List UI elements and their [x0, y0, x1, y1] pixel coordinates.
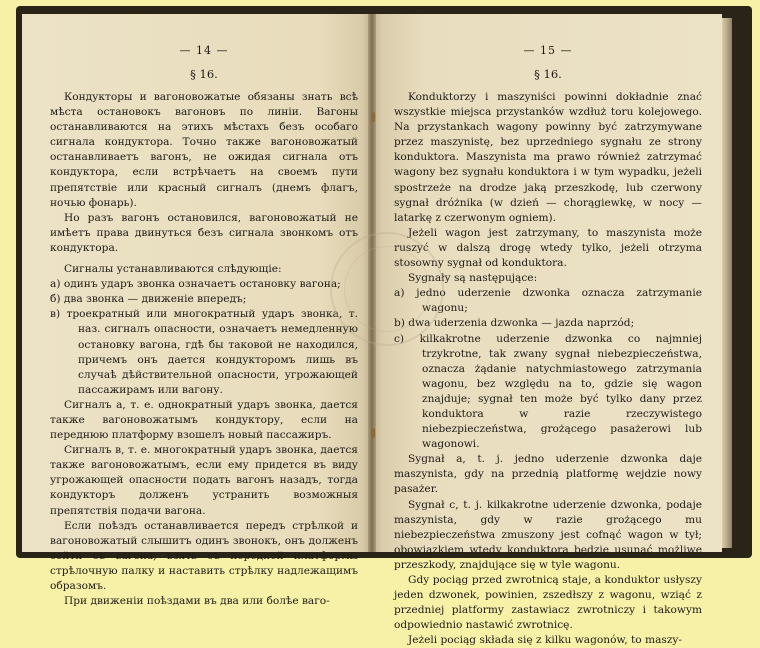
- paragraph: Сигналъ в, т. е. многократный ударъ звонка, дается также вагоновожатымъ, если ему придется въ виду угрожающей опасности подать вагонъ назадъ, тогда кондукторъ долженъ устранить возможныя препятствія подачи вагона.: [50, 444, 358, 517]
- paragraph: Сигналъ а, т. е. однократный ударъ звонка, дается также вагоновожатымъ кондуктору, если на переднюю платформу взошелъ новый пассажиръ.: [50, 398, 358, 442]
- binding-thread: [371, 428, 375, 438]
- paragraph: Sygnał a, t. j. jedno uderzenie dzwonka daje maszynista, gdy na przednią platformę wejdzie nowy pasażer.: [394, 453, 702, 496]
- binding-thread: [371, 112, 375, 122]
- paragraph: Gdy pociąg przed zwrotnicą staje, a konduktor usłyszy jeden dzwonek, powinien, zszedłszy z wagonu, wziąć z przedniej platformy zastawiacz zwrotniczy i takowym odpowiednio nastawić zwrotnicę.: [394, 574, 702, 632]
- section-heading: § 16.: [534, 67, 562, 81]
- page-number: — 15 —: [523, 44, 573, 57]
- list-item: a) jedno uderzenie dzwonka oznacza zatrzymanie wagonu;: [394, 287, 702, 315]
- paragraph: Если поѣздъ останавливается передъ стрѣлкой и вагоновожатый слышитъ одинъ звонокъ, онъ долженъ сойти съ вагона, взять съ передней платформы стрѣлочную палку и наставить стрѣлку надлежащимъ образомъ.: [50, 519, 358, 592]
- book-gutter: [368, 14, 376, 552]
- paragraph: Сигналы устанавливаются слѣдующіе:: [64, 263, 282, 276]
- paragraph: Jeżeli pociąg składa się z kilku wagonów, to maszy-: [408, 634, 682, 647]
- paragraph: Но разъ вагонъ остановился, вагоновожатый не имѣетъ права двинуться безъ сигнала звонкомъ отъ кондуктора.: [50, 211, 358, 254]
- left-page: [22, 14, 372, 608]
- page-number: — 14 —: [179, 44, 229, 57]
- paragraph: При движеніи поѣздами въ два или болѣе ваго-: [64, 595, 330, 608]
- list-item: c) kilkakrotne uderzenie dzwonka co najmniej trzykrotne, tak zwany sygnał niebezpieczeństwa, oznacza żądanie natychmiastowego zatrzymania wagonu, bez względu na to, gdzie się wagon znajduje; sygnał ten może być tylko dany przez konduktora w razie rzeczywistego niebezpieczeństwa, grożącego pasażerowi lub wagonowi.: [394, 332, 702, 451]
- list-item: b) dwa uderzenia dzwonka — jazda naprzód;: [394, 317, 635, 330]
- list-item: в) троекратный или многократный ударъ звонка, т. наз. сигналъ опасности, означаетъ немедленную остановку вагона, гдѣ бы таковой не находился, причемъ онъ дается кондукторомъ лишь въ случаѣ дѣйствительной опасности, угрожающей пассажирамъ или вагону.: [50, 308, 358, 396]
- section-heading: § 16.: [190, 67, 218, 81]
- paragraph: Jeżeli wagon jest zatrzymany, to maszynista może ruszyć w dalszą drogę wtedy tylko, jeżeli otrzyma stosowny sygnał od konduktora.: [394, 226, 702, 270]
- right-page: [372, 14, 722, 647]
- list-item: б) два звонка — движеніе впередъ;: [50, 293, 247, 306]
- page-edges: [722, 18, 732, 548]
- list-item: а) одинъ ударъ звонка означаетъ остановку вагона;: [50, 278, 341, 291]
- paragraph: Sygnał c, t. j. kilkakrotne uderzenie dzwonka, podaje maszynista, gdy w razie grożącego mu niebezpieczeństwa zmuszony jest cofnąć wagon w tył; obowiązkiem wtedy konduktora będzie usunąć możliwe przeszkody, znajdujące się w tyle wagonu.: [394, 498, 702, 571]
- paragraph: Кондукторы и вагоновожатые обязаны знать всѣ мѣста остановокъ вагоновъ по линіи. Вагоны останавливаются на этихъ мѣстахъ безъ особаго сигнала кондуктора. Точно также вагоновожатый останавливаетъ вагонъ, не ожидая сигнала отъ кондуктора, если встрѣчаетъ на своемъ пути препятствіе или красный сигналъ (днемъ флагъ, ночью фонарь).: [50, 91, 358, 209]
- paragraph: Konduktorzy i maszyniści powinni dokładnie znać wszystkie miejsca przystanków wzdłuż toru kolejowego. Na przystankach wagony powinny być zatrzymywane przez maszynistę, bez uprzedniego sygnału ze strony konduktora. Maszynista ma prawo również zatrzymać wagony bez sygnału konduktora i w tym wypadku, jeżeli spostrzeże na drodze jaką przeszkodę, lub czerwony sygnał dróżnika (w dzień — chorągiewkę, w nocy — latarkę z czerwonym ogniem).: [394, 91, 702, 224]
- paragraph: Sygnały są następujące:: [408, 272, 538, 285]
